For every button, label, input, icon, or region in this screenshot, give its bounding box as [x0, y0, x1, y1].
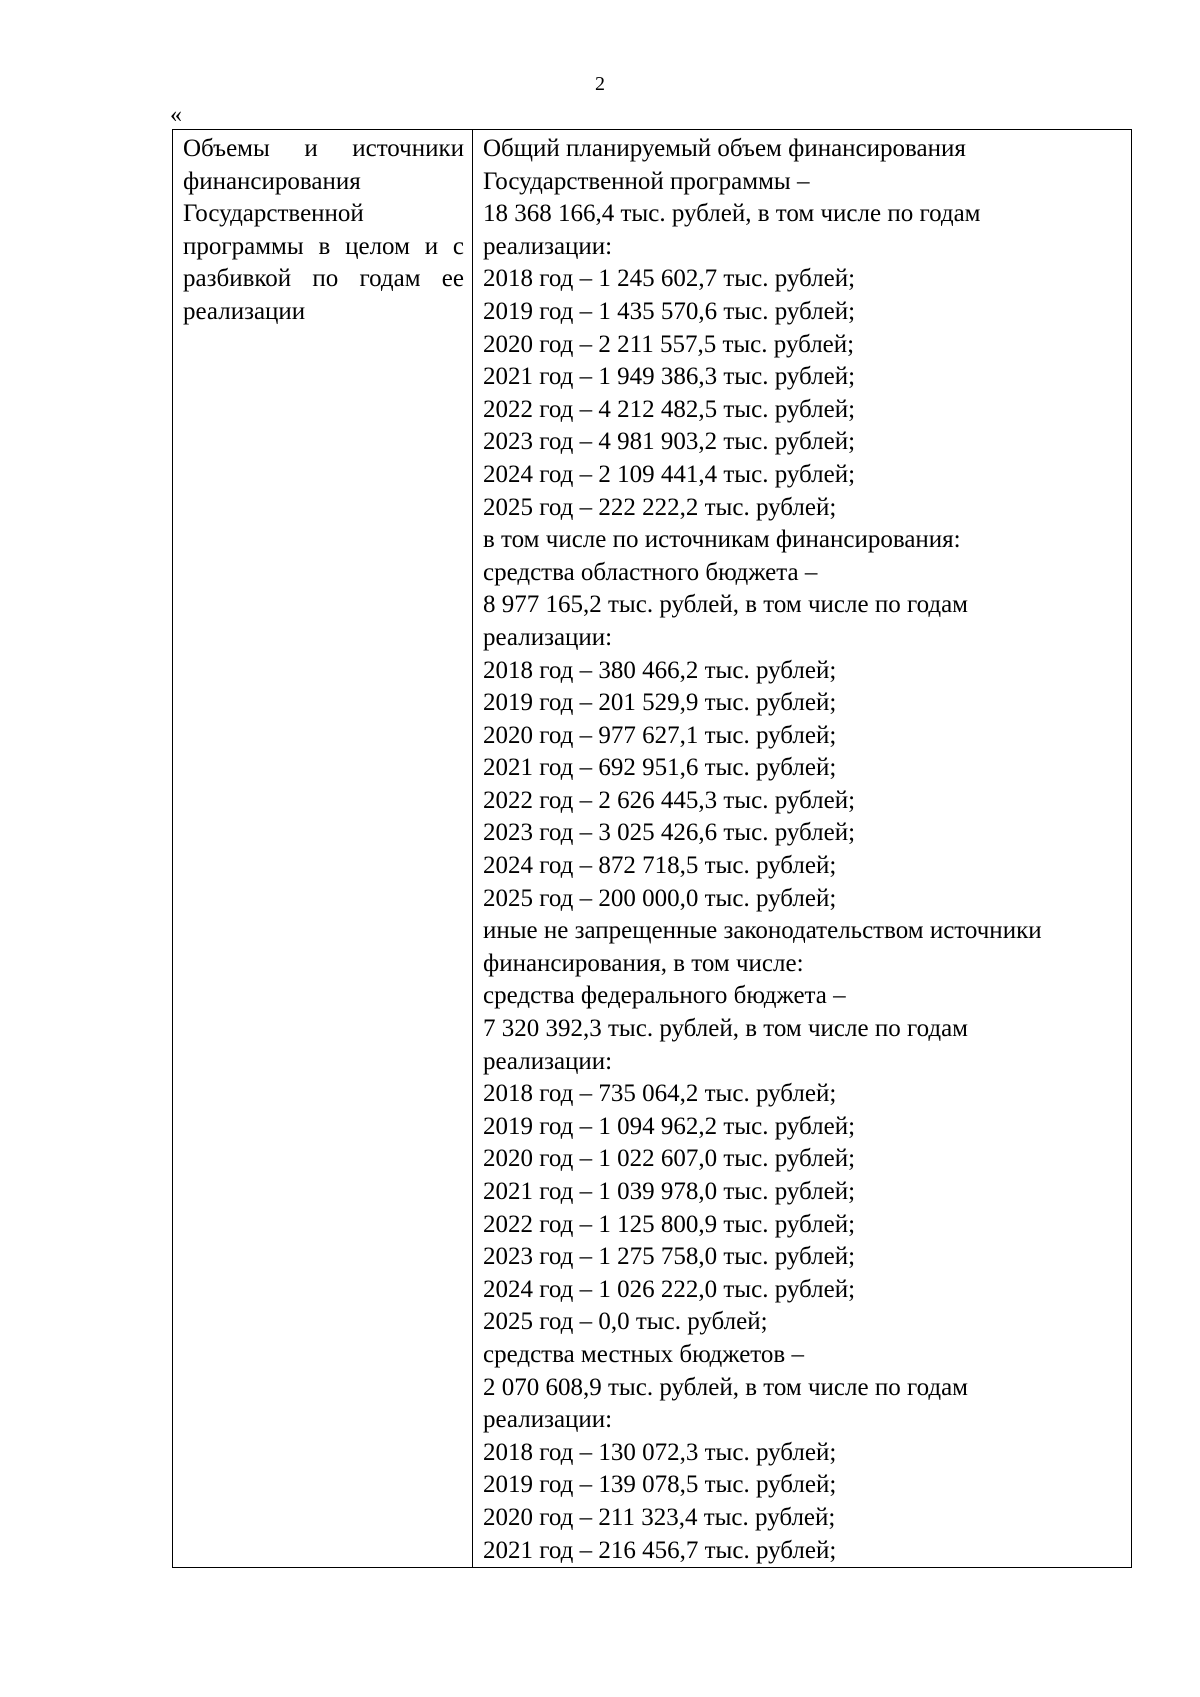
financing-line: 2018 год – 130 072,3 тыс. рублей;	[483, 1438, 837, 1466]
financing-line: реализации:	[483, 1406, 613, 1434]
financing-line: 2021 год – 216 456,7 тыс. рублей;	[483, 1536, 837, 1564]
financing-line: средства федерального бюджета –	[483, 982, 846, 1010]
financing-line: 2022 год – 1 125 800,9 тыс. рублей;	[483, 1210, 856, 1238]
financing-line: 2 070 608,9 тыс. рублей, в том числе по годам	[483, 1373, 968, 1401]
financing-line: 2019 год – 1 094 962,2 тыс. рублей;	[483, 1112, 856, 1140]
financing-line: 2020 год – 1 022 607,0 тыс. рублей;	[483, 1145, 856, 1173]
financing-line: 2024 год – 1 026 222,0 тыс. рублей;	[483, 1275, 856, 1303]
financing-line: 2018 год – 735 064,2 тыс. рублей;	[483, 1080, 837, 1108]
opening-quote-mark: «	[170, 102, 182, 128]
financing-line: 2024 год – 2 109 441,4 тыс. рублей;	[483, 460, 856, 488]
financing-label: Объемы и источники финансирования Государственной программы в целом и с разбивкой по годам ее реализации	[183, 135, 464, 325]
financing-line: 2019 год – 139 078,5 тыс. рублей;	[483, 1471, 837, 1499]
financing-line: реализации:	[483, 1047, 613, 1075]
financing-line: 2021 год – 1 949 386,3 тыс. рублей;	[483, 363, 856, 391]
financing-line: 2025 год – 222 222,2 тыс. рублей;	[483, 493, 837, 521]
financing-details	[483, 133, 1123, 1567]
financing-line: реализации:	[483, 232, 613, 260]
financing-line: 2024 год – 872 718,5 тыс. рублей;	[483, 852, 837, 880]
financing-line: 2022 год – 2 626 445,3 тыс. рублей;	[483, 786, 856, 814]
financing-line: средства областного бюджета –	[483, 558, 818, 586]
financing-line: 18 368 166,4 тыс. рублей, в том числе по годам	[483, 200, 981, 228]
financing-line: 2022 год – 4 212 482,5 тыс. рублей;	[483, 395, 856, 423]
financing-line: Государственной программы –	[483, 167, 810, 195]
program-passport-table	[172, 129, 1132, 1568]
financing-line: 2020 год – 977 627,1 тыс. рублей;	[483, 721, 837, 749]
financing-row	[173, 130, 1132, 1568]
financing-line: 2019 год – 1 435 570,6 тыс. рублей;	[483, 297, 856, 325]
financing-label-cell	[173, 130, 473, 1568]
financing-line: Общий планируемый объем финансирования	[483, 135, 966, 162]
financing-line: реализации:	[483, 623, 613, 651]
financing-line: 2023 год – 1 275 758,0 тыс. рублей;	[483, 1243, 856, 1271]
financing-line: иные не запрещенные законодательством источники	[483, 917, 1042, 945]
financing-line: в том числе по источникам финансирования:	[483, 526, 961, 554]
financing-line: 2021 год – 1 039 978,0 тыс. рублей;	[483, 1178, 856, 1205]
financing-line: 2018 год – 1 245 602,7 тыс. рублей;	[483, 265, 856, 293]
financing-line: 8 977 165,2 тыс. рублей, в том числе по годам	[483, 591, 968, 619]
financing-line: 2018 год – 380 466,2 тыс. рублей;	[483, 656, 837, 684]
financing-details-cell	[473, 130, 1132, 1568]
financing-line: 2023 год – 3 025 426,6 тыс. рублей;	[483, 819, 856, 847]
financing-line: 2021 год – 692 951,6 тыс. рублей;	[483, 754, 837, 782]
financing-line: 2025 год – 0,0 тыс. рублей;	[483, 1308, 768, 1336]
financing-line: финансирования, в том числе:	[483, 949, 804, 977]
financing-line: 2020 год – 2 211 557,5 тыс. рублей;	[483, 330, 855, 358]
financing-line: 2020 год – 211 323,4 тыс. рублей;	[483, 1503, 836, 1531]
page-number: 2	[595, 73, 605, 95]
financing-line: 2023 год – 4 981 903,2 тыс. рублей;	[483, 428, 856, 456]
financing-line: 2025 год – 200 000,0 тыс. рублей;	[483, 884, 837, 912]
financing-line: средства местных бюджетов –	[483, 1340, 804, 1368]
financing-line: 7 320 392,3 тыс. рублей, в том числе по годам	[483, 1015, 968, 1043]
financing-line: 2019 год – 201 529,9 тыс. рублей;	[483, 689, 837, 717]
